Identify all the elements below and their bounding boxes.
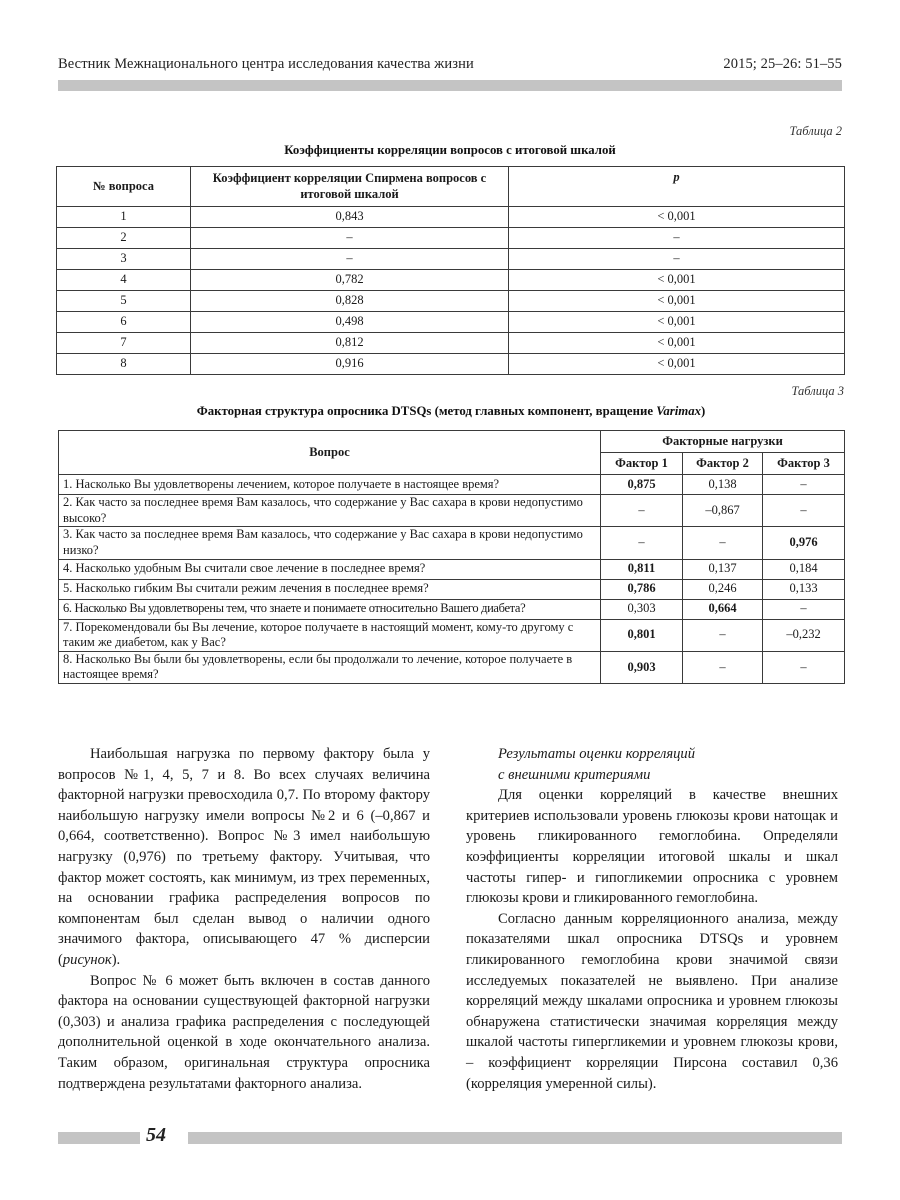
table2-row xyxy=(57,312,845,333)
factor-1-loading-cell: 0,811 xyxy=(601,559,683,579)
factor-3-loading-cell: –0,232 xyxy=(763,619,845,651)
table3-row xyxy=(59,559,845,579)
question-text-cell: 4. Насколько удобным Вы считали свое лечение в последнее время? xyxy=(59,559,601,579)
table2-row xyxy=(57,354,845,375)
question-number-cell: 1 xyxy=(57,207,191,228)
table3-row xyxy=(59,527,845,559)
body-paragraph xyxy=(58,971,430,1095)
table3-row xyxy=(59,619,845,651)
question-text-cell: 8. Насколько Вы были бы удовлетворены, если бы продолжали то лечение, которое получаете в настоящее время? xyxy=(59,651,601,683)
question-number-cell: 2 xyxy=(57,228,191,249)
p-value-cell: < 0,001 xyxy=(509,354,845,375)
factor-3-loading-cell: – xyxy=(763,599,845,619)
p-value-cell: < 0,001 xyxy=(509,270,845,291)
factor-3-loading-cell: 0,976 xyxy=(763,527,845,559)
table2-header-row xyxy=(57,167,845,207)
factor-3-loading-cell: – xyxy=(763,475,845,495)
table2-row xyxy=(57,333,845,354)
question-text-cell: 1. Насколько Вы удовлетворены лечением, которое получаете в настоящее время? xyxy=(59,475,601,495)
question-text-cell: 6. Насколько Вы удовлетворены тем, что знаете и понимаете относительно Вашего диабета? xyxy=(59,599,601,619)
header-rule xyxy=(58,80,842,91)
factor-1-loading-cell: 0,875 xyxy=(601,475,683,495)
question-number-cell: 3 xyxy=(57,249,191,270)
table2-row xyxy=(57,228,845,249)
table3-row xyxy=(59,651,845,683)
paragraph-text: рисунок xyxy=(62,951,112,968)
factor-3-loading-cell: – xyxy=(763,495,845,527)
spearman-cell: – xyxy=(191,249,509,270)
col-p-label: p xyxy=(673,170,680,184)
subheading-line-1: Результаты оценки корреляций xyxy=(498,746,696,762)
factor-2-loading-cell: 0,664 xyxy=(683,599,763,619)
spearman-cell: 0,828 xyxy=(191,291,509,312)
table3-row xyxy=(59,579,845,599)
subheading-line-2: с внешними критериями xyxy=(498,766,651,783)
spearman-cell: – xyxy=(191,228,509,249)
factor-1-loading-cell: 0,786 xyxy=(601,579,683,599)
table2-row xyxy=(57,249,845,270)
table3-row xyxy=(59,475,845,495)
question-number-cell: 6 xyxy=(57,312,191,333)
question-number-cell: 8 xyxy=(57,354,191,375)
table3-title-em: Varimax xyxy=(656,404,702,418)
factor-2-loading-cell: 0,137 xyxy=(683,559,763,579)
col-question-number: № вопроса xyxy=(57,167,191,207)
body-column-left xyxy=(58,744,430,1094)
factor-1-loading-cell: – xyxy=(601,527,683,559)
factor-3-loading-cell: 0,133 xyxy=(763,579,845,599)
table2-row xyxy=(57,291,845,312)
table3-title-main: Факторная структура опросника DTSQs (метод главных компонент, вращение xyxy=(196,404,657,418)
col-factor-3: Фактор 3 xyxy=(763,453,845,475)
table2-label: Таблица 2 xyxy=(789,124,842,138)
spearman-cell: 0,843 xyxy=(191,207,509,228)
question-number-cell: 7 xyxy=(57,333,191,354)
p-value-cell: – xyxy=(509,249,845,270)
p-value-cell: < 0,001 xyxy=(509,207,845,228)
body-paragraph xyxy=(466,785,838,909)
question-number-cell: 4 xyxy=(57,270,191,291)
factor-2-loading-cell: –0,867 xyxy=(683,495,763,527)
question-text-cell: 2. Как часто за последнее время Вам казалось, что содержание у Вас сахара в крови недопустимо высоко? xyxy=(59,495,601,527)
table3-title-end: ) xyxy=(701,404,706,418)
col-factor-1: Фактор 1 xyxy=(601,453,683,475)
spearman-cell: 0,812 xyxy=(191,333,509,354)
question-number-cell: 5 xyxy=(57,291,191,312)
factor-2-loading-cell: – xyxy=(683,527,763,559)
factor-1-loading-cell: – xyxy=(601,495,683,527)
body-paragraph xyxy=(58,744,430,971)
col-p xyxy=(509,167,845,207)
col-factor-loadings: Факторные нагрузки xyxy=(601,431,845,453)
factor-1-loading-cell: 0,801 xyxy=(601,619,683,651)
factor-2-loading-cell: – xyxy=(683,619,763,651)
p-value-cell: – xyxy=(509,228,845,249)
body-paragraph xyxy=(466,909,838,1094)
table3-row xyxy=(59,599,845,619)
col-spearman: Коэффициент корреляции Спирмена вопросов с итоговой шкалой xyxy=(191,167,509,207)
factor-1-loading-cell: 0,303 xyxy=(601,599,683,619)
spearman-cell: 0,498 xyxy=(191,312,509,333)
col-question: Вопрос xyxy=(59,431,601,475)
table2-title: Коэффициенты корреляции вопросов с итоговой шкалой xyxy=(284,143,616,157)
factor-2-loading-cell: 0,246 xyxy=(683,579,763,599)
paragraph-text: Наибольшая нагрузка по первому фактору была у вопросов №1, 4, 5, 7 и 8. Во всех случаях величина факторной нагрузки превосходила 0,7. По второму фактору наибольшую нагрузку имели вопросы №2 и 6 (–0,867 и 0,664, соответственно). Вопрос №3 имел наибольшую нагрузку (0,976) по третьему фактору. Учитывая, что фактор может состоять, как минимум, из трех переменных, на основании графика распределения вопросов по компонентам был сделан вывод о наличии одного значимого фактора, описывающего 47 % дисперсии ( xyxy=(58,746,430,968)
page-number: 54 xyxy=(146,1124,166,1146)
table3-header-row-1 xyxy=(59,431,845,453)
p-value-cell: < 0,001 xyxy=(509,291,845,312)
table3 xyxy=(58,430,845,684)
table3-label: Таблица 3 xyxy=(791,384,844,398)
body-right-paragraphs xyxy=(466,785,838,1094)
p-value-cell: < 0,001 xyxy=(509,312,845,333)
body-column-right xyxy=(466,744,838,1094)
footer-bar-left xyxy=(58,1132,140,1144)
running-header xyxy=(58,56,842,73)
table3-title xyxy=(58,404,844,419)
footer-bar-right xyxy=(188,1132,842,1144)
table2-row xyxy=(57,207,845,228)
factor-3-loading-cell: 0,184 xyxy=(763,559,845,579)
question-text-cell: 7. Порекомендовали бы Вы лечение, которое получаете в настоящий момент, кому-то другому с таким же диабетом, как у Вас? xyxy=(59,619,601,651)
col-factor-2: Фактор 2 xyxy=(683,453,763,475)
journal-title: Вестник Межнационального центра исследования качества жизни xyxy=(58,56,474,72)
table3-row xyxy=(59,495,845,527)
question-text-cell: 5. Насколько гибким Вы считали режим лечения в последнее время? xyxy=(59,579,601,599)
paragraph-text: Вопрос № 6 может быть включен в состав данного фактора на основании существующей факторной нагрузки (0,303) и анализа графика распределения с последующей дополнительной оценкой в ходе окончательного анализа. Таким образом, оригинальная структура опросника подтверждена результатами факторного анализа. xyxy=(58,972,430,1092)
factor-1-loading-cell: 0,903 xyxy=(601,651,683,683)
paragraph-text: Для оценки корреляций в качестве внешних критериев использовали уровень глюкозы крови натощак и уровень гликированного гемоглобина. Определяли коэффициенты корреляции итоговой шкалы и шкал частоты гипер- и гипогликемии опросника с уровнем глюкозы крови и гликированного гемоглобина. xyxy=(466,787,838,907)
factor-2-loading-cell: 0,138 xyxy=(683,475,763,495)
question-text-cell: 3. Как часто за последнее время Вам казалось, что содержание у Вас сахара в крови недопустимо низко? xyxy=(59,527,601,559)
paragraph-text: ). xyxy=(111,951,121,968)
citation: 2015; 25–26: 51–55 xyxy=(723,56,842,72)
spearman-cell: 0,782 xyxy=(191,270,509,291)
spearman-cell: 0,916 xyxy=(191,354,509,375)
table2 xyxy=(56,166,845,375)
factor-3-loading-cell: – xyxy=(763,651,845,683)
table2-row xyxy=(57,270,845,291)
section-subheading xyxy=(466,744,838,785)
p-value-cell: < 0,001 xyxy=(509,333,845,354)
factor-2-loading-cell: – xyxy=(683,651,763,683)
paragraph-text: Согласно данным корреляционного анализа, между показателями шкал опросника DTSQs и уровнем гликированного гемоглобина крови значимой связи исследуемых показателей не выявлено. При анализе корреляций между шкалами опросника и уровнем глюкозы обнаружена статистически значимая корреляция между шкалой частоты гипергликемии и уровнем глюкозы крови, – коэффициент корреляции Пирсона составил 0,36 (корреляция умеренной силы). xyxy=(466,910,838,1092)
